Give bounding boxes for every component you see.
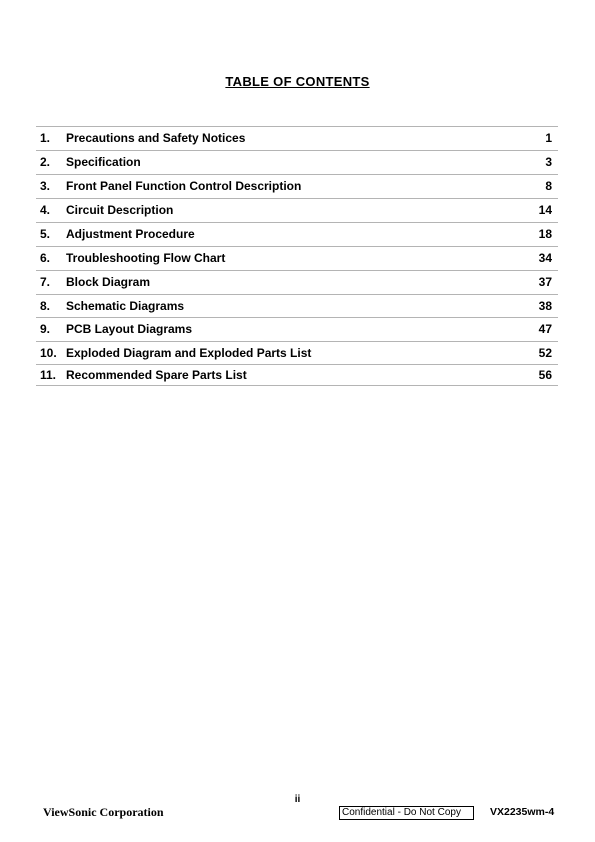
- toc-row: [36, 318, 558, 342]
- toc-label: Schematic Diagrams: [66, 299, 185, 313]
- toc-row: [36, 342, 558, 365]
- toc-page: 37: [538, 275, 552, 289]
- toc-number: 11.: [40, 368, 57, 382]
- toc-row: [36, 271, 558, 295]
- toc-number: 10.: [40, 346, 57, 360]
- toc-label: Exploded Diagram and Exploded Parts List: [66, 346, 312, 360]
- toc-label: Specification: [66, 155, 141, 169]
- toc-row: [36, 223, 558, 247]
- toc-page: 3: [545, 155, 552, 169]
- toc-page: 38: [538, 299, 552, 313]
- page-title: TABLE OF CONTENTS: [225, 74, 370, 89]
- toc-number: 9.: [40, 322, 51, 336]
- toc-label: PCB Layout Diagrams: [66, 322, 193, 336]
- toc-number: 8.: [40, 299, 51, 313]
- toc-page: 52: [538, 346, 552, 360]
- toc-number: 5.: [40, 227, 51, 241]
- toc-page: 1: [545, 131, 552, 145]
- toc-page: 56: [538, 368, 552, 382]
- toc-page: 34: [538, 251, 552, 265]
- toc-row: [36, 127, 558, 151]
- page-number: ii: [294, 794, 301, 805]
- toc-row: [36, 151, 558, 175]
- company-name: ViewSonic Corporation: [43, 805, 164, 819]
- toc-row: [36, 247, 558, 271]
- toc-number: 2.: [40, 155, 51, 169]
- toc-row: [36, 199, 558, 223]
- toc-page: 14: [538, 203, 552, 217]
- toc-label: Adjustment Procedure: [66, 227, 195, 241]
- toc-page: 18: [538, 227, 552, 241]
- toc-label: Front Panel Function Control Description: [66, 179, 302, 193]
- toc-label: Block Diagram: [66, 275, 151, 289]
- toc-number: 6.: [40, 251, 51, 265]
- toc-row: [36, 175, 558, 199]
- toc-page: 47: [538, 322, 552, 336]
- toc-number: 4.: [40, 203, 51, 217]
- toc-label: Troubleshooting Flow Chart: [66, 251, 226, 265]
- confidential-notice: Confidential - Do Not Copy: [339, 806, 474, 820]
- table-of-contents: [36, 126, 558, 386]
- toc-label: Recommended Spare Parts List: [66, 368, 247, 382]
- model-number: VX2235wm-4: [490, 806, 555, 818]
- toc-label: Circuit Description: [66, 203, 174, 217]
- toc-row: [36, 295, 558, 318]
- toc-number: 1.: [40, 131, 51, 145]
- toc-number: 7.: [40, 275, 51, 289]
- toc-page: 8: [545, 179, 552, 193]
- toc-row: [36, 365, 558, 386]
- toc-number: 3.: [40, 179, 51, 193]
- toc-label: Precautions and Safety Notices: [66, 131, 246, 145]
